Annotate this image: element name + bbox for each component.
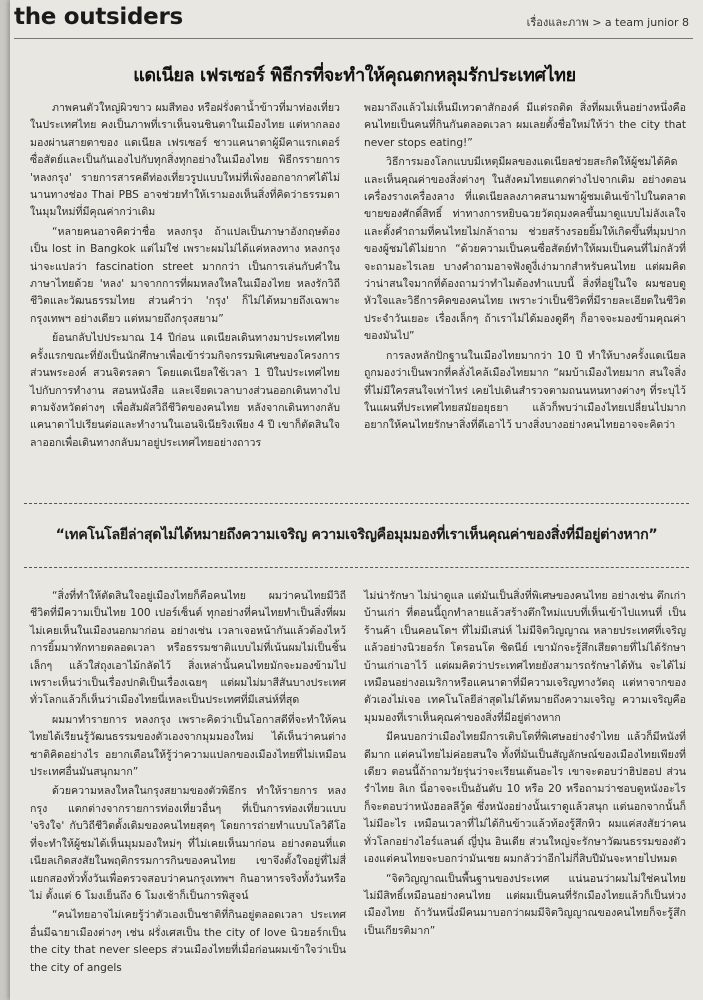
paragraph: ย้อนกลับไปประมาณ 14 ปีก่อน แดเนียลเดินทางมาประเทศไทยครั้งแรกขณะที่ยังเป็นนักศึกษาเพื่อเข้าร่วมกิจกรรมพิเศษของโครงการส่วนพระองค์ สวนจิตรลดา โดยแดเนียลใช้เวลา 1 ปีในประเทศไทยไปกับการทำงาน สอนหนังสือ และเจียดเวลาบางส่วนออกเดินทางไปตามจังหวัดต่างๆ เพื่อสัมผัสวิถีชีวิตของคนไทย หลังจากเดินทางกลับแคนาดาไปเรียนต่อและทำงานในเอนจิเนียริงเพียง 4 ปี เขาก็ตัดสินใจลาออกเพื่อเดินทางกลับมาอยู่ประเทศไทยอย่างถาวร xyxy=(30,332,340,449)
column-lower-right xyxy=(364,588,686,942)
paragraph: มีคนบอกว่าเมืองไทยมีการเติบโตที่พิเศษอย่างจำไทย แล้วก็มีหนังที่ดีมาก แต่คนไทยไม่ค่อยสนใจ ทั้งที่มันเป็นสัญลักษณ์ของเมืองไทยเพียงที่เดียว ตอนนี้ถ้าถามวัยรุ่นว่าจะเรียนเต้นอะไร เขาจะตอบว่าฮิปฮอป ส่วนรำไทย ลิเก นี่อาจจะเป็นอันดับ 10 หรือ 20 หรือถามว่าชอบดูหนังอะไร ก็จะตอบว่าหนังฮอลลีวู้ด ซึ่งหนังอย่างนั้นเราดูแล้วสนุก แต่นอกจากนั้นก็ไม่มีอะไร เหมือนเวลาที่ไม่ได้กินข้าวแล้วท้องรู้สึกหิว ผมแค่สงสัยว่าคนทั่วโลกอย่างไอร์แลนด์ ญี่ปุ่น อินเดีย ส่วนใหญ่จะรักษาวัฒนธรรมของตัวเองแต่คนไทยจะบอกว่ามันเชย ผมกลัวว่าอีกไม่กี่สิบปีมันจะหายไปหมด xyxy=(364,731,686,866)
column-lower-left xyxy=(30,588,346,979)
paragraph: ผมมาทำรายการ หลงกรุง เพราะคิดว่าเป็นโอกาสดีที่จะทำให้คนไทยได้เรียนรู้วัฒนธรรมของตัวเองจากมุมมองใหม่ ได้เห็นว่าคนต่างชาติคิดอย่างไร อยากเตือนให้รู้ว่าความแปลกของเมืองไทยที่ไม่เหมือนประเทศอื่นมันสนุกมาก” xyxy=(30,713,346,779)
magazine-page xyxy=(10,0,703,1000)
paragraph: วิธีการมองโลกแบบมีเหตุมีผลของแดเนียลช่วยสะกิดให้ผู้ชมได้คิดและเห็นคุณค่าของสิ่งต่างๆ ในสังคมไทยแตกต่างไปจากเดิม อย่างตอนเครื่องรางเครื่องลาง ที่แดเนียลลงภาคสนามพาผู้ชมเดินเข้าไปในตลาดขายของศักดิ์สิทธิ์ ท่าทางการหยิบฉวยวัตถุมงคลขึ้นมาดูแบบไม่ลังเลใจและตั้งคำถามที่คนไทยไม่กล้าถาม ช่วยสร้างรอยยิ้มให้เกิดขึ้นที่มุมปากของผู้ชมได้ไม่ยาก “ด้วยความเป็นคนซื่อสัตย์ทำให้ผมเป็นคนที่ไม่กลัวที่จะถามอะไรเลย บางคำถามอาจฟังดูงี่เง่ามากสำหรับคนไทย แต่ผมคิดว่าน่าสนใจมากที่ต้องถามว่าทำไมต้องทำแบบนี้ สิ่งที่อยู่ในใจ ผมชอบดูหัวใจและวิธีการคิดของคนไทย เพราะว่าเป็นชีวิตที่มีรายละเอียดในชีวิตประจำวันเยอะ เรื่องเล็กๆ ถ้าเราไม่ได้มองดูดีๆ ก็อาจจะมองข้ามคุณค่าของมันไป” xyxy=(364,156,686,343)
paragraph: การลงหลักปักฐานในเมืองไทยมากว่า 10 ปี ทำให้บางครั้งแดเนียลถูกมองว่าเป็นพวกที่คลั่งไคล้เมืองไทยมาก “ผมบ้าเมืองไทยมาก สนใจสิ่งที่ไม่มีใครสนใจเท่าไหร่ เคยไปเดินสำรวจตามถนนหนทางต่างๆ ที่ระบุไว้ในแผนที่ประเทศไทยสมัยอยุธยา แล้วก็พบว่าเมืองไทยเปลี่ยนไปมาก อยากให้คนไทยรักษาสิ่งที่ดีเอาไว้ บางสิ่งบางอย่างคนไทยอาจจะคิดว่า xyxy=(364,349,686,432)
section-title: the outsiders xyxy=(14,4,183,30)
article-headline: แดเนียล เฟรเซอร์ พิธีกรที่จะทำให้คุณตกหลุมรักประเทศไทย xyxy=(133,65,576,86)
column-upper-right xyxy=(364,100,686,437)
pullquote-rule-top xyxy=(24,503,689,504)
paragraph: “จิตวิญญาณเป็นพื้นฐานของประเทศ แน่นอนว่าผมไม่ใช่คนไทย ไม่มีสิทธิ์เหมือนอย่างคนไทย แต่ผมเป็นคนที่รักเมืองไทยแล้วก็เป็นห่วงเมืองไทย ถ้าวันหนึ่งมีคนมาบอกว่าผมมีจิตวิญญาณของคนไทยก็จะรู้สึกเป็นเกียรติมาก” xyxy=(364,872,686,937)
paragraph: “สิ่งที่ทำให้ตัดสินใจอยู่เมืองไทยก็คือคนไทย ผมว่าคนไทยมีวิถีชีวิตที่มีความเป็นไทย 100 เปอร์เซ็นต์ ทุกอย่างที่คนไทยทำเป็นสิ่งที่ผมไม่เคยเห็นในเมืองนอกมาก่อน อย่างเช่น เวลาเจอหน้ากันแล้วต้องไหว้ การยิ้มมาทักทายตลอดเวลา หรือธรรมชาติแบบไม่ที่เน้นผมไม่เป็นชิ้นเล็กๆ แล้วใส่ถุงเอาไม้กลัดไว้ สิ่งเหล่านั้นคนไทยมักจะมองข้ามไปเพราะเห็นว่าเป็นเรื่องปกติเป็นเรื่องเฉยๆ แต่ผมไม่มาสีสันบางประเทศทั่วโลกแล้วก็เห็นว่าเมืองไทยนี่เหละเป็นประเทศที่มีเสน่ห์ที่สุด xyxy=(30,590,346,707)
paragraph: “คนไทยอาจไม่เคยรู้ว่าตัวเองเป็นชาติที่กินอยู่ตลอดเวลา ประเทศอื่นมีฉายาเมืองต่างๆ เช่น ฝรั่งเศสเป็น the city of love นิวยอร์กเป็น the city that never sleeps ส่วนเมืองไทยที่เมื่อก่อนผมเข้าใจว่าเป็น the city of angels xyxy=(30,909,346,974)
paragraph: ไม่น่ารักษา ไม่น่าดูแล แต่มันเป็นสิ่งที่พิเศษของคนไทย อย่างเช่น ตึกเก่าบ้านเก่า ที่ตอนนี้ถูกทำลายแล้วสร้างตึกใหม่แบบที่เห็นเข้าไปแทนที่ เป็นร้านค้า เป็นคอนโดฯ ที่ไม่มีเสน่ห์ ไม่มีจิตวิญญาณ หลายประเทศที่เจริญแล้วอย่างนิวยอร์ก โตรอนโต ซิดนีย์ เขามักจะรู้สึกเสียดายที่ไม่ได้รักษาบ้านเก่าเอาไว้ แต่ผมคิดว่าประเทศไทยยังสามารถรักษาได้ทัน จะได้ไม่เหมือนอย่างอเมริกาหรือแคนาดาที่มีความเจริญทางวัตถุ แต่หาจากของตัวเองไม่เจอ เทคโนโลยีล่าสุดไม่ได้หมายถึงความเจริญ ความเจริญคือมุมมองที่เราเห็นคุณค่าของสิ่งที่มีอยู่ต่างหาก xyxy=(364,590,686,724)
header-rule xyxy=(14,38,693,39)
column-upper-left xyxy=(30,100,340,454)
byline-credit: เรื่องและภาพ > a team junior 8 xyxy=(526,16,689,29)
paragraph: พอมาถึงแล้วไม่เห็นมีเทวดาสักองค์ มีแต่รถติด สิ่งที่ผมเห็นอย่างหนึ่งคือ คนไทยเป็นคนที่กินกันตลอดเวลา ผมเลยตั้งชื่อใหม่ให้ว่า the city that never stops eating!” xyxy=(364,102,686,149)
page-header xyxy=(10,4,703,38)
pullquote-rule-bottom xyxy=(24,567,689,568)
paragraph: ภาพคนตัวใหญ่ผิวขาว ผมสีทอง หรือฝรั่งตาน้ำข้าวที่มาท่องเที่ยวในประเทศไทย คงเป็นภาพที่เราเห็นจนชินตาในเมืองไทย แต่หากลองมองผ่านสายตาของ แดเนียล เฟรเซอร์ ชาวแคนาดาผู้มีคาแรกเตอร์ซื่อสัตย์และเป็นกันเองไปกับทุกสิ่งทุกอย่างในเมืองไทย พิธีกรรายการ 'หลงกรุง' รายการสารคดีท่องเที่ยวรูปแบบใหม่ที่เพิ่งออกอากาศได้ไม่นานทางช่อง Thai PBS อาจช่วยทำให้เรามองเห็นสิ่งที่คิดว่าธรรมดาในมุมใหม่ที่มีคุณค่ากว่าเดิม xyxy=(30,102,340,219)
pull-quote: “เทคโนโลยีล่าสุดไม่ได้หมายถึงความเจริญ ความเจริญคือมุมมองที่เราเห็นคุณค่าของสิ่งที่มีอยู่ต่างหาก” xyxy=(55,527,658,543)
paragraph: ด้วยความหลงใหลในกรุงสยามของตัวพิธีกร ทำให้รายการ หลงกรุง แตกต่างจากรายการท่องเที่ยวอื่นๆ ที่เป็นการท่องเที่ยวแบบ 'จริงใจ' กับวิถีชีวิตดั้งเดิมของคนไทยสุดๆ โดยการถ่ายทำแบบโลวิดีโอที่จะทำให้ผู้ชมได้เห็นมุมมองใหม่ๆ ที่ไม่เคยเห็นมาก่อน อย่างตอนที่แดเนียลเกิดสงสัยในพฤติกรรมการกินของคนไทย เขาจึงตั้งใจอยู่ที่ไม่สี่แยกสองทั่วทั้งวันเพื่อตรวจสอบว่าคนกรุงเทพฯ กินอาหารจริงทั้งวันหรือไม่ ตั้งแต่ 6 โมงเย็นถึง 6 โมงเช้าก็เป็นการพิสูจน์ xyxy=(30,785,346,902)
paragraph: “หลายคนอาจคิดว่าชื่อ หลงกรุง ถ้าแปลเป็นภาษาอังกฤษต้องเป็น lost in Bangkok แต่ไม่ใช่ เพราะผมไม่ได้แค่หลงทาง หลงกรุง น่าจะแปลว่า fascination street มากกว่า เป็นการเล่นกับคำในภาษาไทยด้วย 'หลง' มาจากการที่ผมหลงใหลในเมืองไทย หลงรักวิถีชีวิตและวัฒนธรรมไทย ส่วนคำว่า 'กรุง' ก็ไม่ได้หมายถึงเฉพาะกรุงเทพฯ อย่างเดียว แต่หมายถึงกรุงสยาม” xyxy=(30,225,340,325)
